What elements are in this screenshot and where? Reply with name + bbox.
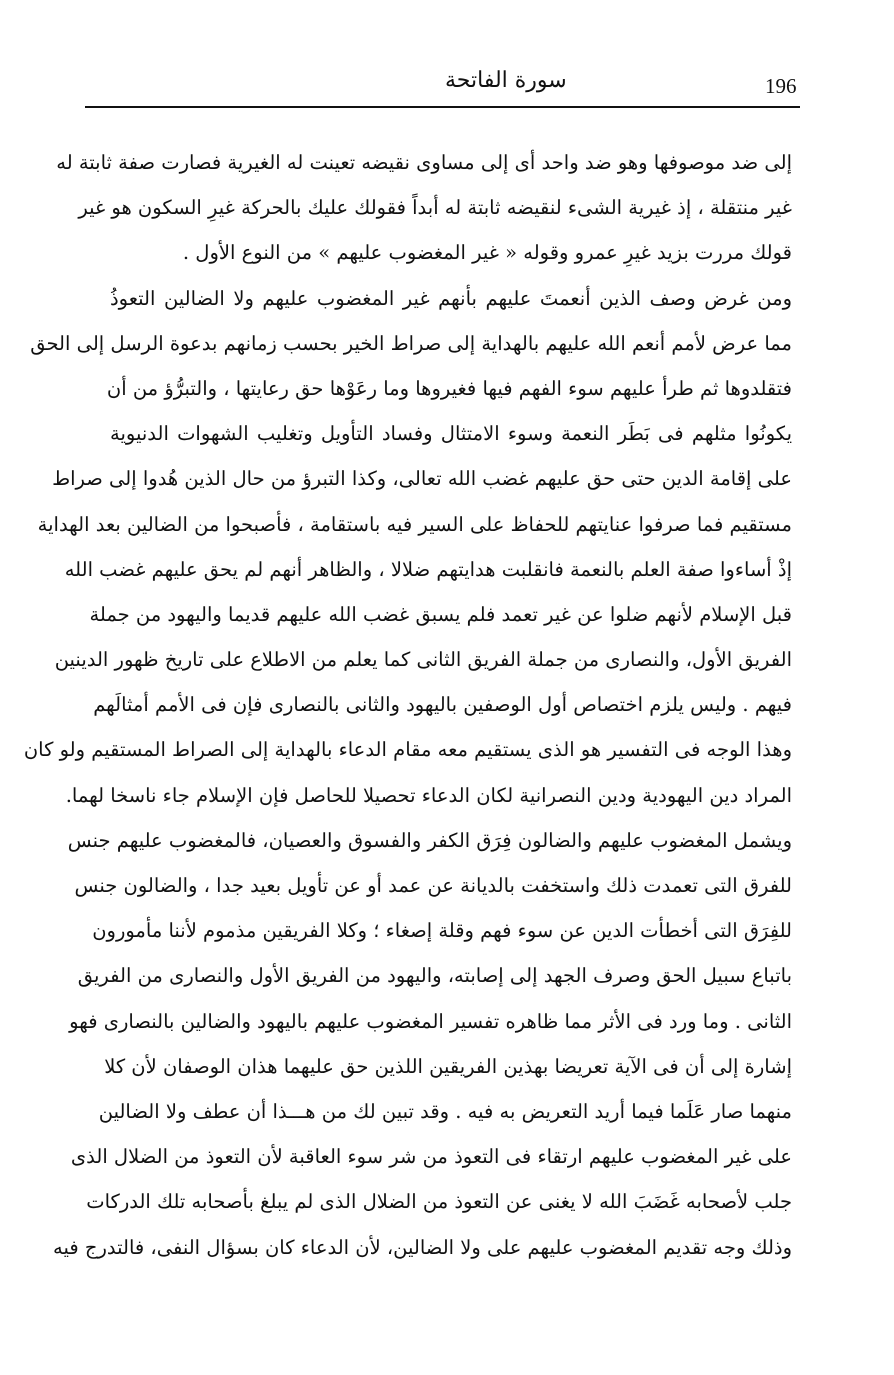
text-line: إذْ أساءوا صفة العلم بالنعمة فانقلبت هدايتهم ضلالا ، والظاهر أنهم لم يحق عليهم غضب الله: [64, 557, 792, 581]
text-line: ويشمل المغضوب عليهم والضالون فِرَق الكفر والفسوق والعصيان، فالمغضوب عليهم جنس: [67, 828, 792, 852]
text-line: فتقلدوها ثم طرأ عليهم سوء الفهم فيها فغيروها وما رعَوْها حق رعايتها ، والتبرُّؤ من أن: [106, 376, 792, 400]
text-line: على إقامة الدين حتى حق عليهم غضب الله تعالى، وكذا التبرؤ من حال الذين هُدوا إلى صراط: [52, 467, 792, 491]
text-line: مما عرض لأمم أنعم الله عليهم بالهداية إلى صراط الخير بحسب زمانهم بدعوة الرسل إلى الحق: [30, 331, 792, 355]
text-line: على غير المغضوب عليهم ارتقاء فى التعوذ من شر سوء العاقبة لأن التعوذ من الضلال الذى: [70, 1145, 792, 1169]
text-line: وهذا الوجه فى التفسير هو الذى يستقيم معه مقام الدعاء بالهداية إلى الصراط المستقيم ولو كان: [23, 738, 792, 762]
text-line: إلى ضد موصوفها وهو ضد واحد أى إلى مساوى نقيضه تعينت له الغيرية فصارت صفة ثابتة له: [56, 151, 792, 174]
text-line: إشارة إلى أن فى الآية تعريضا بهذين الفريقين اللذين حق عليهما هذان الوصفان لأن كلا: [104, 1054, 792, 1078]
text-line: غير منتقلة ، إذ غيرية الشىء لنقيضه ثابتة له أبداً فقولك عليك بالحركة غيرِ السكون هو غير: [78, 196, 792, 220]
page-header: [85, 62, 800, 108]
text-line: للفِرَق التى أخطأت الدين عن سوء فهم وقلة إصغاء ؛ وكلا الفريقين مذموم لأننا مأمورون: [92, 919, 792, 943]
text-line: الثانى . وما ورد فى الأثر مما ظاهره تفسير المغضوب عليهم باليهود والضالين بالنصارى فهو: [69, 1009, 792, 1033]
text-line: قبل الإسلام لأنهم ضلوا عن غير تعمد فلم يسبق غضب الله عليهم قديما واليهود من جملة: [89, 602, 792, 626]
text-line: للفرق التى تعمدت ذلك واستخفت بالديانة عن عمد أو عن تأويل بعيد جدا ، والضالون جنس: [74, 874, 792, 897]
running-title: سورة الفاتحة: [445, 68, 567, 93]
text-line: باتباع سبيل الحق وصرف الجهد إلى إصابته، واليهود من الفريق الأول والنصارى من الفريق: [77, 964, 792, 988]
text-line: يكونُوا مثلهم فى بَطَر النعمة وسوء الامتثال وفساد التأويل وتغليب الشهوات الدنيوية: [110, 422, 792, 446]
text-line: ومن غرض وصف الذين أنعمتَ عليهم بأنهم غير المغضوب عليهم ولا الضالين التعوذُ: [110, 286, 792, 310]
text-line: الفريق الأول، والنصارى من جملة الفريق الثانى كما يعلم من الاطلاع على تاريخ ظهور الدينين: [54, 648, 792, 672]
page-body: [23, 140, 792, 1270]
text-line: فيهم . وليس يلزم اختصاص أول الوصفين باليهود والثانى بالنصارى فإن فى الأمم أمثالَهم: [93, 693, 792, 717]
text-line: قولك مررت بزيد غيرِ عمرو وقوله « غير المغضوب عليهم » من النوع الأول .: [182, 241, 792, 265]
text-line: مستقيم فما صرفوا عنايتهم للحفاظ على السير فيه باستقامة ، فأصبحوا من الضالين بعد الهداية: [37, 512, 792, 536]
text-line: جلب لأصحابه غَضَبَ الله لا يغنى عن التعوذ من الضلال الذى لم يبلغ بأصحابه تلك الدركات: [86, 1190, 792, 1214]
text-line: المراد دين اليهودية ودين النصرانية لكان الدعاء تحصيلا للحاصل فإن الإسلام جاء ناسخا لهما.: [65, 783, 792, 807]
text-line: منهما صار عَلَما فيما أريد التعريض به فيه . وقد تبين لك من هـــذا أن عطف ولا الضالين: [98, 1099, 792, 1123]
page-number: 196: [765, 74, 797, 98]
text-line: وذلك وجه تقديم المغضوب عليهم على ولا الضالين، لأن الدعاء كان بسؤال النفى، فالتدرج فيه: [53, 1235, 792, 1259]
